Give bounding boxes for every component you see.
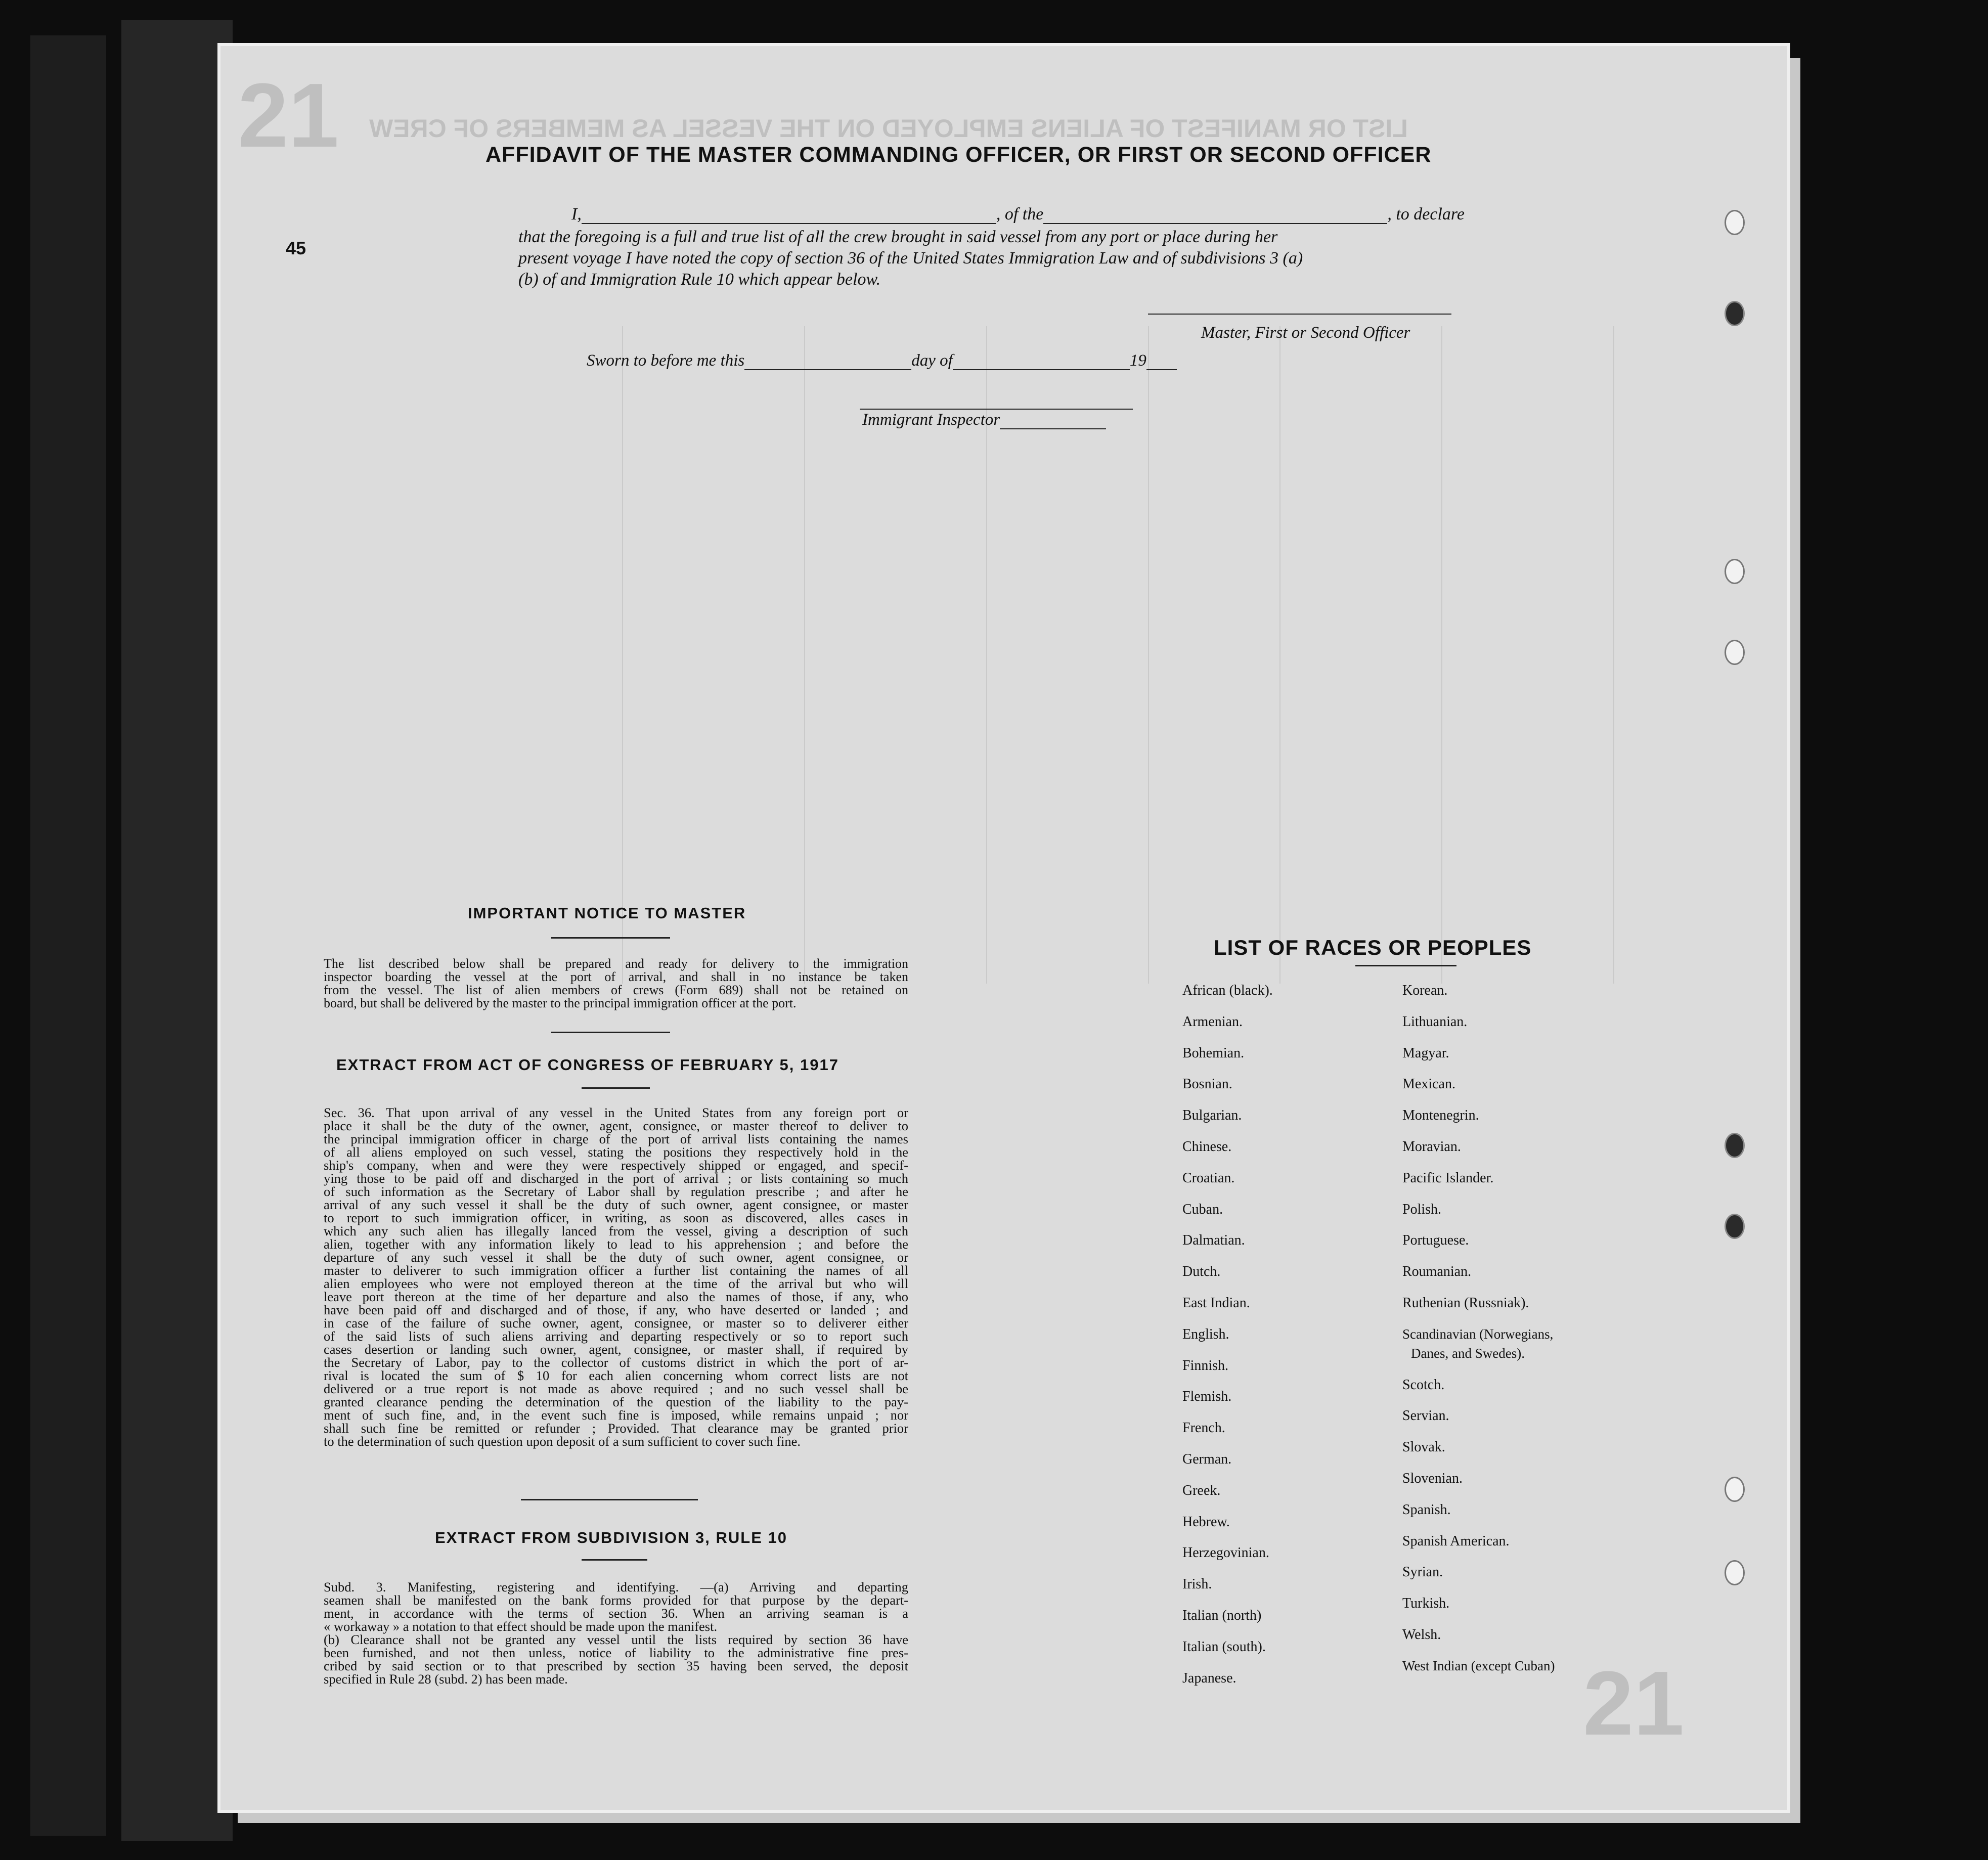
punch-hole [1725, 559, 1745, 584]
race-item-right: Syrian. [1402, 1564, 1443, 1580]
rule-subdivision-3 [324, 1580, 908, 1686]
rule-line: seamen shall be manifested on the bank forms provided for that purpose by the depart- [324, 1592, 908, 1608]
punch-hole [1725, 1214, 1745, 1239]
act-line: alien employees who were not employed thereon at the time of the arrival but who will [324, 1276, 908, 1291]
race-item-right: Magyar. [1402, 1045, 1449, 1061]
vessel-name-blank [1043, 208, 1387, 224]
notice-line: inspector boarding the vessel at the port of arrival, and shall in no instance be taken [324, 969, 908, 984]
race-item-right: Pacific Islander. [1402, 1170, 1494, 1186]
act-line: Sec. 36. That upon arrival of any vessel in the United States from any foreign port or [324, 1105, 908, 1120]
act-line: leave port thereon at the time of her departure and also the names of those, if any, who [324, 1289, 908, 1304]
race-item-left: Armenian. [1182, 1014, 1243, 1030]
act-line: the principal immigration officer in charge of the port of arrival lists containing the names [324, 1131, 908, 1146]
race-item-left: English. [1182, 1326, 1229, 1342]
race-item-right: Polish. [1402, 1202, 1442, 1217]
month-blank [953, 354, 1130, 370]
race-item-right: Spanish American. [1402, 1533, 1510, 1549]
race-item-right: West Indian (except Cuban) [1402, 1658, 1555, 1673]
act-end-rule [521, 1499, 698, 1500]
races-heading-rule [1355, 965, 1456, 966]
bleed-column-line [1613, 326, 1614, 984]
race-item-left: Italian (north) [1182, 1608, 1262, 1623]
race-item-left: German. [1182, 1451, 1232, 1467]
sworn-label: Sworn to before me this [587, 351, 745, 370]
race-item-right: Welsh. [1402, 1627, 1441, 1643]
page-number: 45 [286, 238, 306, 258]
rule-line: « workaway » a notation to that effect should be made upon the manifest. [324, 1619, 718, 1634]
punch-hole [1725, 1477, 1745, 1502]
bleed-through-number-bottom: 21 [1583, 1653, 1685, 1754]
rule-line: been furnished, and not then unless, notice of liability to the administrative fine pres- [324, 1645, 908, 1660]
punch-hole [1725, 640, 1745, 665]
act-line: place it shall be the duty of the owner, agent, consignee, or master thereof to deliver to [324, 1118, 908, 1133]
race-item-right: Turkish. [1402, 1596, 1450, 1611]
act-line: ship's company, when and were they were respectively shipped or engaged, and specif- [324, 1158, 908, 1173]
bleed-column-line [622, 326, 623, 984]
race-item-right: Servian. [1402, 1408, 1449, 1424]
rule-line: cribed by said section or to that prescribed by section 35 having been served, the deposit [324, 1658, 908, 1673]
race-item-left: Finnish. [1182, 1358, 1229, 1374]
punch-hole [1725, 210, 1745, 235]
race-item-right: Scotch. [1402, 1377, 1445, 1393]
act-line: alien, together with any information likely to lead to his apprehension ; and before the [324, 1236, 908, 1252]
act-line: granted clearance pending the determination of the question of the liability to the pay- [324, 1394, 908, 1409]
race-item-left: Dutch. [1182, 1264, 1221, 1279]
act-line: to report to such immigration officer, in writing, as soon as discovered, alles cases in [324, 1210, 908, 1225]
notice-end-rule [551, 1032, 670, 1033]
affidavit-line-4: (b) of and Immigration Rule 10 which appear below. [518, 270, 881, 289]
rule-heading: EXTRACT FROM SUBDIVISION 3, RULE 10 [435, 1529, 787, 1546]
master-signature-line [1148, 314, 1451, 315]
affidavit-to-declare: , to declare [1387, 205, 1465, 224]
race-item-right: Roumanian. [1402, 1264, 1472, 1279]
inspector-signature-line [860, 409, 1133, 410]
act-line: which any such alien has illegally lanced from the vessel, giving a description of such [324, 1223, 908, 1238]
inspector-signature-blank [1000, 413, 1106, 429]
act-line: cases desertion or landing such owner, agent, consignee, or master shall, if required by [324, 1342, 908, 1357]
day-blank [744, 354, 911, 370]
notice-text [324, 957, 908, 1010]
act-line: ying those to be paid off and discharged in the port of arrival ; or lists containing so much [324, 1171, 908, 1186]
act-line: to the determination of such question upon deposit of a sum sufficient to cover such fine. [324, 1434, 801, 1449]
act-heading-rule [582, 1087, 650, 1089]
race-item-right: Korean. [1402, 983, 1448, 998]
act-line: in case of the failure of suche owner, agent, consignee, or master so to deliverer either [324, 1315, 908, 1331]
act-line: master to deliverer to such immigration officer a further list containing the names of all [324, 1263, 908, 1278]
race-item-right: Ruthenian (Russniak). [1402, 1295, 1529, 1311]
race-item-left: Dalmatian. [1182, 1232, 1245, 1248]
race-item-left: Bulgarian. [1182, 1108, 1242, 1123]
rule-line: ment, in accordance with the terms of section 36. When an arriving seaman is a [324, 1606, 908, 1621]
day-of-label: day of [911, 351, 953, 370]
act-line: the Secretary of Labor, pay to the collector of customs district in which the port of ar- [324, 1355, 908, 1370]
notice-heading: IMPORTANT NOTICE TO MASTER [468, 904, 746, 922]
affidavit-i: I, [571, 205, 582, 224]
race-item-right: Lithuanian. [1402, 1014, 1468, 1030]
punch-hole [1725, 1560, 1745, 1585]
affidavit-title: AFFIDAVIT OF THE MASTER COMMANDING OFFICER, OR FIRST OR SECOND OFFICER [485, 143, 1432, 167]
race-item-left: Herzegovinian. [1182, 1545, 1269, 1561]
race-item-right: Mexican. [1402, 1076, 1455, 1092]
act-line: rival is located the sum of $ 10 for each alien concerning whom correct lists are not [324, 1368, 908, 1383]
year-blank [1146, 354, 1177, 370]
binder-edge [121, 20, 233, 1841]
notice-line: The list described below shall be prepared and ready for delivery to the immigration [324, 956, 908, 971]
race-item-right: Slovak. [1402, 1439, 1445, 1455]
act-line: shall such fine be remitted or refunder ; Provided. That clearance may be granted prior [324, 1421, 908, 1436]
race-item-left: Croatian. [1182, 1170, 1235, 1186]
year-prefix: 19 [1129, 351, 1146, 370]
race-item-left: Hebrew. [1182, 1514, 1230, 1530]
race-item-right: Montenegrin. [1402, 1108, 1479, 1123]
race-item-left: Bosnian. [1182, 1076, 1232, 1092]
race-item-right: Moravian. [1402, 1139, 1461, 1155]
race-item-left: Cuban. [1182, 1202, 1223, 1217]
races-heading: LIST OF RACES OR PEOPLES [1214, 936, 1532, 959]
manifest-page [217, 43, 1790, 1813]
punch-hole [1725, 301, 1745, 326]
race-item-right: Spanish. [1402, 1502, 1451, 1518]
act-line: have been paid off and discharged and of those, if any, who have deserted or landed ; and [324, 1302, 908, 1317]
bleed-column-line [1441, 326, 1442, 984]
act-line: delivered or a true report is not made as above required ; and no such vessel shall be [324, 1381, 908, 1396]
race-item-right: Portuguese. [1402, 1232, 1469, 1248]
act-section-36 [324, 1106, 908, 1448]
race-item-left: Irish. [1182, 1576, 1212, 1592]
master-name-blank [582, 208, 996, 224]
act-line: of all aliens employed on such vessel, stating the positions they respectively hold in the [324, 1144, 908, 1160]
rule-line: Subd. 3. Manifesting, registering and identifying. —(a) Arriving and departing [324, 1579, 908, 1595]
notice-line: from the vessel. The list of alien members of crews (Form 689) shall not be retained on [324, 983, 908, 997]
race-item-right: Scandinavian (Norwegians, [1402, 1326, 1554, 1342]
race-item-left: Greek. [1182, 1483, 1221, 1498]
affidavit-of-the: , of the [996, 205, 1044, 224]
notice-heading-rule [551, 937, 670, 939]
inspector-label-row [862, 411, 1106, 429]
act-line: arrival of any such vessel it shall be the duty of such owner, agent consignee, or master [324, 1197, 908, 1212]
race-item-right: Slovenian. [1402, 1471, 1463, 1486]
binder-spine [30, 35, 106, 1836]
act-line: departure of any such vessel it shall be the duty of such owner, agent consignee, or [324, 1250, 908, 1265]
race-item-left: French. [1182, 1420, 1225, 1436]
rule-line: specified in Rule 28 (subd. 2) has been made. [324, 1671, 568, 1687]
race-item-right: Danes, and Swedes). [1411, 1346, 1525, 1361]
rule-heading-rule [582, 1559, 647, 1561]
act-heading: EXTRACT FROM ACT OF CONGRESS OF FEBRUARY 5, 1917 [336, 1056, 839, 1074]
bleed-column-line [1148, 326, 1149, 984]
punch-hole [1725, 1133, 1745, 1158]
inspector-label: Immigrant Inspector [862, 411, 1000, 429]
act-line: of such information as the Secretary of Labor shall by regulation prescribe ; and after he [324, 1184, 908, 1199]
race-item-left: Chinese. [1182, 1139, 1232, 1155]
race-item-left: Flemish. [1182, 1389, 1232, 1404]
race-item-left: Bohemian. [1182, 1045, 1245, 1061]
race-item-left: Italian (south). [1182, 1639, 1266, 1655]
master-signature-label: Master, First or Second Officer [1201, 324, 1410, 342]
rule-line: (b) Clearance shall not be granted any vessel until the lists required by section 36 have [324, 1632, 908, 1647]
race-item-left: East Indian. [1182, 1295, 1250, 1311]
notice-line: board, but shall be delivered by the master to the principal immigration officer at the port. [324, 996, 797, 1010]
affidavit-sworn [587, 351, 1177, 370]
race-item-left: African (black). [1182, 983, 1273, 998]
bleed-through-heading: LIST OR MANIFEST OF ALIENS EMPLOYED ON THE VESSEL AS MEMBERS OF CREW [369, 114, 1408, 143]
affidavit-line-3: present voyage I have noted the copy of section 36 of the United States Immigration Law and of subdivisions 3 (a) [518, 249, 1303, 268]
race-item-left: Japanese. [1182, 1670, 1236, 1686]
act-line: ment of such fine, and, in the event such fine is imposed, while remains unpaid ; nor [324, 1407, 908, 1423]
act-line: of the said lists of such aliens arriving and departing respectively or so to report such [324, 1328, 908, 1344]
affidavit-line-1 [571, 205, 1465, 224]
bleed-through-number: 21 [238, 65, 339, 166]
bleed-column-line [804, 326, 805, 984]
affidavit-line-2: that the foregoing is a full and true list of all the crew brought in said vessel from any port or place during her [518, 228, 1278, 246]
bleed-column-line [1279, 326, 1280, 984]
